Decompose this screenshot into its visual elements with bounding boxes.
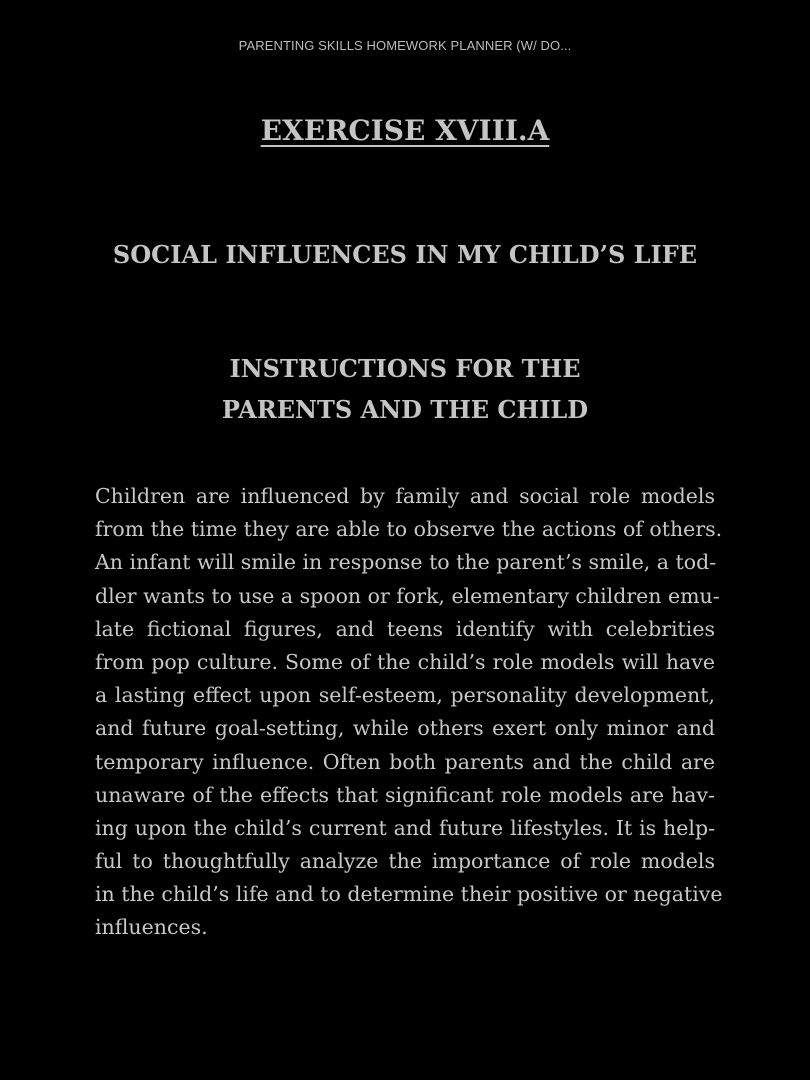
body-line: unaware of the effects that significant role models are hav- (95, 782, 715, 807)
running-header: PARENTING SKILLS HOMEWORK PLANNER (W/ DO... (238, 38, 572, 53)
instructions-title-line-2: PARENTS AND THE CHILD (221, 395, 589, 424)
body-line: in the child’s life and to determine their positive or negative (95, 882, 723, 907)
body-line: late fictional figures, and teens identify with celebrities (95, 616, 715, 641)
section-title: SOCIAL INFLUENCES IN MY CHILD’S LIFE (112, 240, 698, 269)
exercise-title-text: EXERCISE XVIII.A (260, 114, 550, 147)
instructions-title-line-1: INSTRUCTIONS FOR THE (229, 354, 581, 383)
body-line: a lasting effect upon self-esteem, personality development, (95, 683, 715, 708)
body-line: influences. (95, 915, 208, 940)
body-line: temporary influence. Often both parents and the child are (95, 749, 715, 774)
body-line: and future goal-setting, while others exert only minor and (95, 716, 715, 741)
body-line: ing upon the child’s current and future lifestyles. It is help- (95, 815, 715, 840)
body-line: ful to thoughtfully analyze the importance of role models (95, 849, 715, 874)
body-line: dler wants to use a spoon or fork, elementary children emu- (95, 583, 720, 608)
body-paragraph (95, 480, 723, 945)
exercise-title (0, 114, 810, 147)
body-line: from the time they are able to observe the actions of others. (95, 517, 723, 542)
body-line: Children are influenced by family and social role models (95, 484, 715, 508)
body-line: An infant will smile in response to the parent’s smile, a tod- (95, 550, 717, 575)
instructions-title (0, 348, 810, 430)
body-line: from pop culture. Some of the child’s role models will have (95, 649, 715, 674)
